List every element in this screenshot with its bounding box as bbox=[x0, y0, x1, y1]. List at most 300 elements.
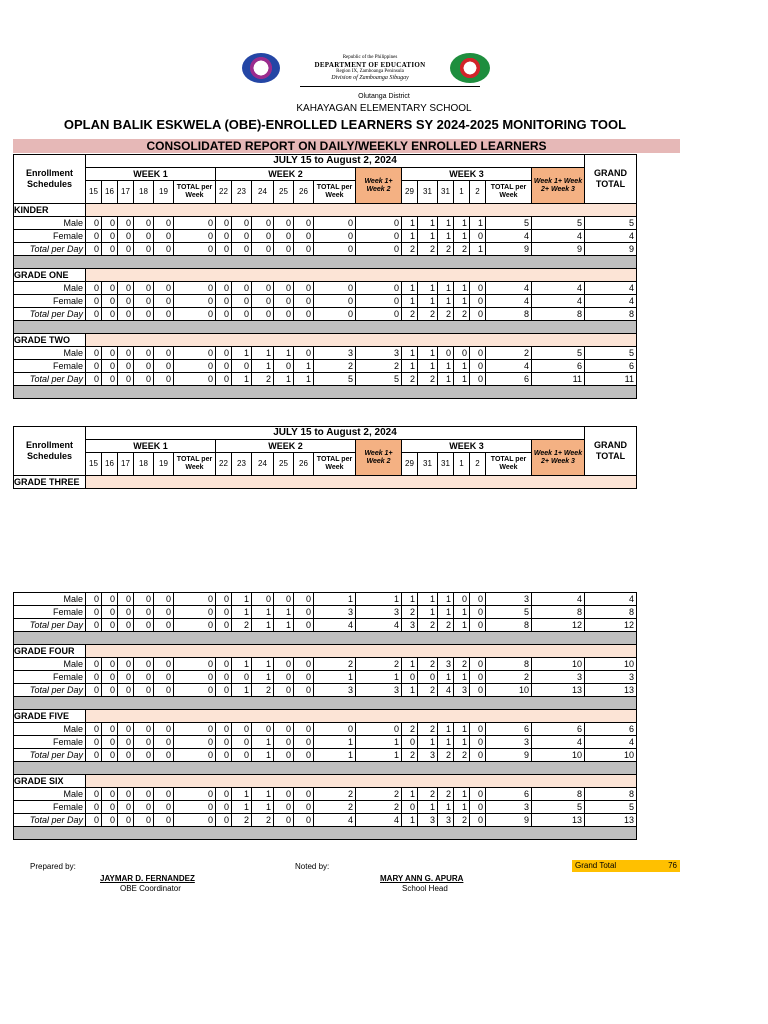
enrollment-schedules-header: Enrollment Schedules bbox=[14, 155, 86, 204]
table-cell: 5 bbox=[486, 606, 532, 619]
table-cell: 1 bbox=[274, 619, 294, 632]
table-cell: 0 bbox=[174, 723, 216, 736]
division-seal-logo bbox=[450, 53, 490, 83]
table-cell: 2 bbox=[402, 308, 418, 321]
table-cell: 0 bbox=[154, 723, 174, 736]
table-cell: 1 bbox=[252, 606, 274, 619]
table-cell: 0 bbox=[274, 282, 294, 295]
table-cell: 5 bbox=[314, 373, 356, 386]
table-cell: 1 bbox=[438, 230, 454, 243]
table-cell: 11 bbox=[585, 373, 637, 386]
date-header: 16 bbox=[102, 181, 118, 204]
grand-total-header: GRAND TOTAL bbox=[585, 155, 637, 204]
department-text: DEPARTMENT OF EDUCATION bbox=[314, 60, 426, 69]
grade-section-label: GRADE TWO bbox=[14, 334, 86, 347]
table-cell: 8 bbox=[486, 658, 532, 671]
grade-section-label: GRADE FOUR bbox=[14, 645, 86, 658]
table-cell: 0 bbox=[470, 308, 486, 321]
table-cell: 3 bbox=[418, 749, 438, 762]
table-cell: 1 bbox=[252, 749, 274, 762]
grade-section-band bbox=[86, 710, 637, 723]
date-header: 17 bbox=[118, 453, 134, 476]
table-cell: 0 bbox=[102, 230, 118, 243]
table-cell: 13 bbox=[585, 814, 637, 827]
table-cell: 0 bbox=[86, 619, 102, 632]
table-cell: 2 bbox=[438, 619, 454, 632]
date-header: 1 bbox=[454, 181, 470, 204]
region-text: Region IX, Zamboanga Peninsula bbox=[336, 68, 404, 74]
table-cell: 6 bbox=[486, 723, 532, 736]
table-cell: 1 bbox=[418, 282, 438, 295]
table-cell: 1 bbox=[314, 736, 356, 749]
table-cell: 0 bbox=[470, 736, 486, 749]
table-cell: 2 bbox=[454, 308, 470, 321]
prepared-by-label: Prepared by: bbox=[30, 862, 76, 871]
table-cell: 0 bbox=[314, 282, 356, 295]
table-cell: 2 bbox=[454, 243, 470, 256]
table-cell: 0 bbox=[232, 671, 252, 684]
table-cell: 0 bbox=[232, 230, 252, 243]
table-cell: 0 bbox=[252, 308, 274, 321]
week1-2-3-header: Week 1+ Week 2+ Week 3 bbox=[532, 168, 585, 204]
table-cell: 1 bbox=[252, 736, 274, 749]
table-cell: 4 bbox=[486, 360, 532, 373]
table-cell: 0 bbox=[134, 619, 154, 632]
table-cell: 0 bbox=[134, 230, 154, 243]
table-cell: 0 bbox=[470, 347, 486, 360]
district-text: Olutanga District bbox=[358, 93, 410, 100]
republic-text: Republic of the Philippines bbox=[342, 55, 398, 60]
table-cell: 0 bbox=[118, 619, 134, 632]
table-row bbox=[14, 684, 637, 697]
table-cell: 4 bbox=[486, 282, 532, 295]
table-cell: 4 bbox=[585, 593, 637, 606]
table-cell: 0 bbox=[102, 282, 118, 295]
table-cell: 0 bbox=[86, 360, 102, 373]
table-cell: 0 bbox=[470, 788, 486, 801]
table-cell: 0 bbox=[470, 593, 486, 606]
section-separator bbox=[14, 256, 637, 269]
table-cell: 4 bbox=[585, 295, 637, 308]
table-cell: 0 bbox=[134, 801, 154, 814]
table-cell: 0 bbox=[274, 308, 294, 321]
table-cell: 8 bbox=[532, 606, 585, 619]
table-cell: 8 bbox=[585, 606, 637, 619]
table-cell: 11 bbox=[532, 373, 585, 386]
table-cell: 0 bbox=[102, 658, 118, 671]
table-cell: 0 bbox=[274, 593, 294, 606]
school-name: KAHAYAGAN ELEMENTARY SCHOOL bbox=[296, 103, 472, 114]
table-cell: 1 bbox=[232, 373, 252, 386]
table-cell: 0 bbox=[314, 295, 356, 308]
table-cell: 0 bbox=[86, 736, 102, 749]
grade-section-label: GRADE ONE bbox=[14, 269, 86, 282]
table-cell: 0 bbox=[216, 658, 232, 671]
row-label-female: Female bbox=[14, 360, 86, 373]
table-cell: 1 bbox=[252, 671, 274, 684]
table-cell: 1 bbox=[438, 723, 454, 736]
table-row bbox=[14, 295, 637, 308]
table-row bbox=[14, 282, 637, 295]
date-header: 31 bbox=[418, 453, 438, 476]
enrollment-table-1 bbox=[13, 154, 637, 399]
table-cell: 2 bbox=[356, 801, 402, 814]
grade-section-band bbox=[86, 334, 637, 347]
table-row bbox=[14, 619, 637, 632]
table-cell: 0 bbox=[134, 814, 154, 827]
table-cell: 1 bbox=[252, 658, 274, 671]
table-cell: 3 bbox=[585, 671, 637, 684]
date-header: 19 bbox=[154, 453, 174, 476]
table-cell: 0 bbox=[294, 788, 314, 801]
row-label-female: Female bbox=[14, 606, 86, 619]
table-cell: 0 bbox=[174, 736, 216, 749]
row-label-female: Female bbox=[14, 736, 86, 749]
table-cell: 0 bbox=[216, 347, 232, 360]
table-cell: 1 bbox=[356, 736, 402, 749]
agency-block bbox=[290, 55, 450, 81]
table-cell: 0 bbox=[118, 593, 134, 606]
table-cell: 0 bbox=[118, 360, 134, 373]
table-cell: 1 bbox=[438, 360, 454, 373]
table-cell: 0 bbox=[118, 736, 134, 749]
table-cell: 0 bbox=[174, 347, 216, 360]
table-cell: 0 bbox=[102, 373, 118, 386]
table-cell: 0 bbox=[216, 671, 232, 684]
table-cell: 0 bbox=[174, 593, 216, 606]
table-cell: 0 bbox=[232, 749, 252, 762]
table-cell: 0 bbox=[174, 801, 216, 814]
table-cell: 1 bbox=[454, 295, 470, 308]
table-cell: 0 bbox=[274, 814, 294, 827]
section-separator bbox=[14, 697, 637, 710]
table-cell: 0 bbox=[134, 282, 154, 295]
table-cell: 0 bbox=[134, 243, 154, 256]
table-cell: 1 bbox=[438, 801, 454, 814]
table-cell: 8 bbox=[532, 788, 585, 801]
table-cell: 1 bbox=[454, 373, 470, 386]
table-cell: 0 bbox=[102, 217, 118, 230]
grade-section-label: GRADE THREE bbox=[14, 476, 86, 489]
week3-header: WEEK 3 bbox=[402, 168, 532, 181]
table-cell: 0 bbox=[294, 723, 314, 736]
table-cell: 4 bbox=[486, 230, 532, 243]
table-row bbox=[14, 788, 637, 801]
table-cell: 2 bbox=[454, 658, 470, 671]
date-header: 23 bbox=[232, 181, 252, 204]
table-cell: 0 bbox=[134, 788, 154, 801]
date-header: 18 bbox=[134, 453, 154, 476]
table-row bbox=[14, 723, 637, 736]
table-cell: 0 bbox=[102, 801, 118, 814]
table-cell: 4 bbox=[585, 230, 637, 243]
table-cell: 0 bbox=[154, 749, 174, 762]
week2-header: WEEK 2 bbox=[216, 440, 356, 453]
table-row bbox=[14, 217, 637, 230]
table-cell: 1 bbox=[402, 230, 418, 243]
table-cell: 0 bbox=[314, 308, 356, 321]
table-cell: 0 bbox=[294, 671, 314, 684]
table-cell: 1 bbox=[402, 658, 418, 671]
table-cell: 0 bbox=[294, 814, 314, 827]
row-label-total: Total per Day bbox=[14, 814, 86, 827]
table-cell: 0 bbox=[274, 801, 294, 814]
row-label-male: Male bbox=[14, 347, 86, 360]
table-cell: 1 bbox=[252, 788, 274, 801]
table-cell: 0 bbox=[118, 684, 134, 697]
date-header: 24 bbox=[252, 181, 274, 204]
table-cell: 0 bbox=[154, 788, 174, 801]
period-header: JULY 15 to August 2, 2024 bbox=[86, 155, 585, 168]
table-cell: 1 bbox=[402, 593, 418, 606]
table-cell: 2 bbox=[418, 788, 438, 801]
table-cell: 0 bbox=[294, 684, 314, 697]
date-header: 18 bbox=[134, 181, 154, 204]
table-cell: 6 bbox=[486, 373, 532, 386]
table-cell: 5 bbox=[585, 217, 637, 230]
week1-header: WEEK 1 bbox=[86, 168, 216, 181]
table-cell: 1 bbox=[314, 593, 356, 606]
table-cell: 4 bbox=[438, 684, 454, 697]
grade-section-label: GRADE SIX bbox=[14, 775, 86, 788]
table-cell: 2 bbox=[486, 347, 532, 360]
table-cell: 8 bbox=[532, 308, 585, 321]
table-cell: 0 bbox=[294, 606, 314, 619]
table-cell: 2 bbox=[314, 360, 356, 373]
table-cell: 0 bbox=[232, 736, 252, 749]
table-cell: 2 bbox=[402, 749, 418, 762]
section-separator bbox=[14, 827, 637, 840]
table-cell: 0 bbox=[134, 749, 154, 762]
table-cell: 2 bbox=[252, 684, 274, 697]
table-cell: 0 bbox=[154, 684, 174, 697]
table-cell: 1 bbox=[252, 347, 274, 360]
table-cell: 0 bbox=[402, 736, 418, 749]
table-cell: 0 bbox=[454, 593, 470, 606]
table-cell: 1 bbox=[252, 801, 274, 814]
table-cell: 0 bbox=[174, 308, 216, 321]
section-separator bbox=[14, 386, 637, 399]
table-cell: 0 bbox=[102, 814, 118, 827]
table-cell: 0 bbox=[274, 217, 294, 230]
total-week1-header: TOTAL per Week bbox=[174, 453, 216, 476]
table-cell: 1 bbox=[402, 360, 418, 373]
table-cell: 2 bbox=[402, 243, 418, 256]
table-cell: 1 bbox=[274, 606, 294, 619]
noted-by-role: School Head bbox=[402, 884, 448, 893]
table-cell: 0 bbox=[134, 347, 154, 360]
table-cell: 0 bbox=[294, 230, 314, 243]
table-cell: 0 bbox=[294, 282, 314, 295]
table-row bbox=[14, 593, 637, 606]
table-cell: 1 bbox=[402, 347, 418, 360]
table-row bbox=[14, 814, 637, 827]
total-week2-header: TOTAL per Week bbox=[314, 453, 356, 476]
grand-total-header: GRAND TOTAL bbox=[585, 427, 637, 476]
grade-section-band bbox=[86, 645, 637, 658]
week3-header: WEEK 3 bbox=[402, 440, 532, 453]
section-separator bbox=[14, 762, 637, 775]
table-cell: 0 bbox=[356, 230, 402, 243]
date-header: 29 bbox=[402, 181, 418, 204]
table-cell: 0 bbox=[356, 243, 402, 256]
table-cell: 4 bbox=[314, 814, 356, 827]
table-cell: 5 bbox=[486, 217, 532, 230]
table-cell: 0 bbox=[174, 243, 216, 256]
date-header: 17 bbox=[118, 181, 134, 204]
table-cell: 2 bbox=[402, 723, 418, 736]
table-cell: 2 bbox=[252, 814, 274, 827]
table-cell: 3 bbox=[486, 736, 532, 749]
table-cell: 0 bbox=[274, 723, 294, 736]
table-cell: 0 bbox=[314, 243, 356, 256]
table-cell: 0 bbox=[118, 295, 134, 308]
table-cell: 0 bbox=[216, 814, 232, 827]
table-cell: 1 bbox=[402, 295, 418, 308]
table-cell: 0 bbox=[402, 671, 418, 684]
table-cell: 13 bbox=[532, 684, 585, 697]
table-cell: 5 bbox=[585, 801, 637, 814]
table-cell: 0 bbox=[86, 723, 102, 736]
table-cell: 0 bbox=[470, 801, 486, 814]
table-cell: 1 bbox=[454, 788, 470, 801]
date-header: 15 bbox=[86, 453, 102, 476]
noted-by-label: Noted by: bbox=[295, 862, 330, 871]
table-cell: 3 bbox=[486, 593, 532, 606]
table-cell: 1 bbox=[418, 736, 438, 749]
table-row bbox=[14, 801, 637, 814]
table-cell: 0 bbox=[232, 308, 252, 321]
table-cell: 0 bbox=[154, 593, 174, 606]
row-label-female: Female bbox=[14, 671, 86, 684]
table-cell: 1 bbox=[232, 658, 252, 671]
table-cell: 8 bbox=[486, 308, 532, 321]
table-cell: 0 bbox=[154, 736, 174, 749]
table-cell: 0 bbox=[294, 308, 314, 321]
row-label-total: Total per Day bbox=[14, 684, 86, 697]
table-cell: 0 bbox=[154, 671, 174, 684]
table-cell: 1 bbox=[438, 282, 454, 295]
table-cell: 0 bbox=[356, 295, 402, 308]
row-label-male: Male bbox=[14, 788, 86, 801]
table-cell: 6 bbox=[585, 723, 637, 736]
table-cell: 0 bbox=[102, 619, 118, 632]
table-cell: 3 bbox=[454, 684, 470, 697]
table-cell: 2 bbox=[418, 684, 438, 697]
table-cell: 0 bbox=[102, 593, 118, 606]
table-cell: 0 bbox=[154, 373, 174, 386]
table-cell: 0 bbox=[86, 801, 102, 814]
table-cell: 2 bbox=[454, 814, 470, 827]
table-cell: 0 bbox=[356, 282, 402, 295]
table-cell: 0 bbox=[470, 684, 486, 697]
table-cell: 0 bbox=[86, 593, 102, 606]
table-cell: 0 bbox=[154, 282, 174, 295]
table-cell: 1 bbox=[438, 373, 454, 386]
table-cell: 0 bbox=[274, 671, 294, 684]
table-cell: 0 bbox=[216, 308, 232, 321]
table-cell: 1 bbox=[418, 606, 438, 619]
table-cell: 0 bbox=[174, 684, 216, 697]
table-cell: 0 bbox=[174, 749, 216, 762]
table-cell: 0 bbox=[216, 373, 232, 386]
table-cell: 2 bbox=[418, 373, 438, 386]
table-cell: 0 bbox=[232, 360, 252, 373]
table-cell: 10 bbox=[585, 749, 637, 762]
table-cell: 2 bbox=[418, 619, 438, 632]
table-cell: 1 bbox=[232, 801, 252, 814]
table-cell: 0 bbox=[252, 282, 274, 295]
deped-seal-logo bbox=[242, 53, 280, 83]
table-row bbox=[14, 347, 637, 360]
week1-2-header: Week 1+ Week 2 bbox=[356, 168, 402, 204]
report-subtitle: CONSOLIDATED REPORT ON DAILY/WEEKLY ENROLLED LEARNERS bbox=[13, 139, 680, 153]
table-cell: 0 bbox=[216, 360, 232, 373]
table-cell: 2 bbox=[418, 308, 438, 321]
total-week3-header: TOTAL per Week bbox=[486, 181, 532, 204]
table-cell: 0 bbox=[402, 801, 418, 814]
prepared-by-role: OBE Coordinator bbox=[120, 884, 181, 893]
table-cell: 2 bbox=[418, 243, 438, 256]
total-week3-header: TOTAL per Week bbox=[486, 453, 532, 476]
table-cell: 10 bbox=[532, 658, 585, 671]
table-cell: 0 bbox=[118, 282, 134, 295]
table-cell: 1 bbox=[470, 243, 486, 256]
table-cell: 2 bbox=[356, 658, 402, 671]
table-cell: 0 bbox=[102, 606, 118, 619]
row-label-male: Male bbox=[14, 593, 86, 606]
table-cell: 0 bbox=[294, 593, 314, 606]
period-header: JULY 15 to August 2, 2024 bbox=[86, 427, 585, 440]
table-cell: 0 bbox=[174, 230, 216, 243]
table-cell: 0 bbox=[294, 295, 314, 308]
table-cell: 0 bbox=[86, 788, 102, 801]
table-cell: 0 bbox=[216, 788, 232, 801]
table-cell: 1 bbox=[252, 619, 274, 632]
table-cell: 1 bbox=[438, 593, 454, 606]
table-cell: 0 bbox=[274, 684, 294, 697]
table-cell: 0 bbox=[294, 347, 314, 360]
row-label-total: Total per Day bbox=[14, 373, 86, 386]
table-cell: 0 bbox=[274, 658, 294, 671]
grand-total-box bbox=[572, 860, 680, 872]
table-cell: 6 bbox=[486, 788, 532, 801]
table-cell: 6 bbox=[585, 360, 637, 373]
table-cell: 0 bbox=[470, 373, 486, 386]
table-cell: 0 bbox=[232, 295, 252, 308]
table-cell: 0 bbox=[294, 217, 314, 230]
table-row bbox=[14, 606, 637, 619]
table-cell: 0 bbox=[154, 619, 174, 632]
grand-total-label: Grand Total bbox=[575, 861, 617, 870]
table-cell: 1 bbox=[418, 347, 438, 360]
table-cell: 9 bbox=[532, 243, 585, 256]
row-label-total: Total per Day bbox=[14, 308, 86, 321]
table-cell: 0 bbox=[216, 606, 232, 619]
table-cell: 0 bbox=[470, 360, 486, 373]
table-cell: 9 bbox=[486, 749, 532, 762]
header-divider bbox=[300, 86, 480, 87]
table-cell: 0 bbox=[174, 360, 216, 373]
date-header: 22 bbox=[216, 181, 232, 204]
date-header: 2 bbox=[470, 453, 486, 476]
table-cell: 1 bbox=[438, 671, 454, 684]
table-cell: 1 bbox=[402, 814, 418, 827]
table-cell: 0 bbox=[174, 788, 216, 801]
table-row bbox=[14, 373, 637, 386]
table-row bbox=[14, 243, 637, 256]
table-cell: 0 bbox=[470, 814, 486, 827]
